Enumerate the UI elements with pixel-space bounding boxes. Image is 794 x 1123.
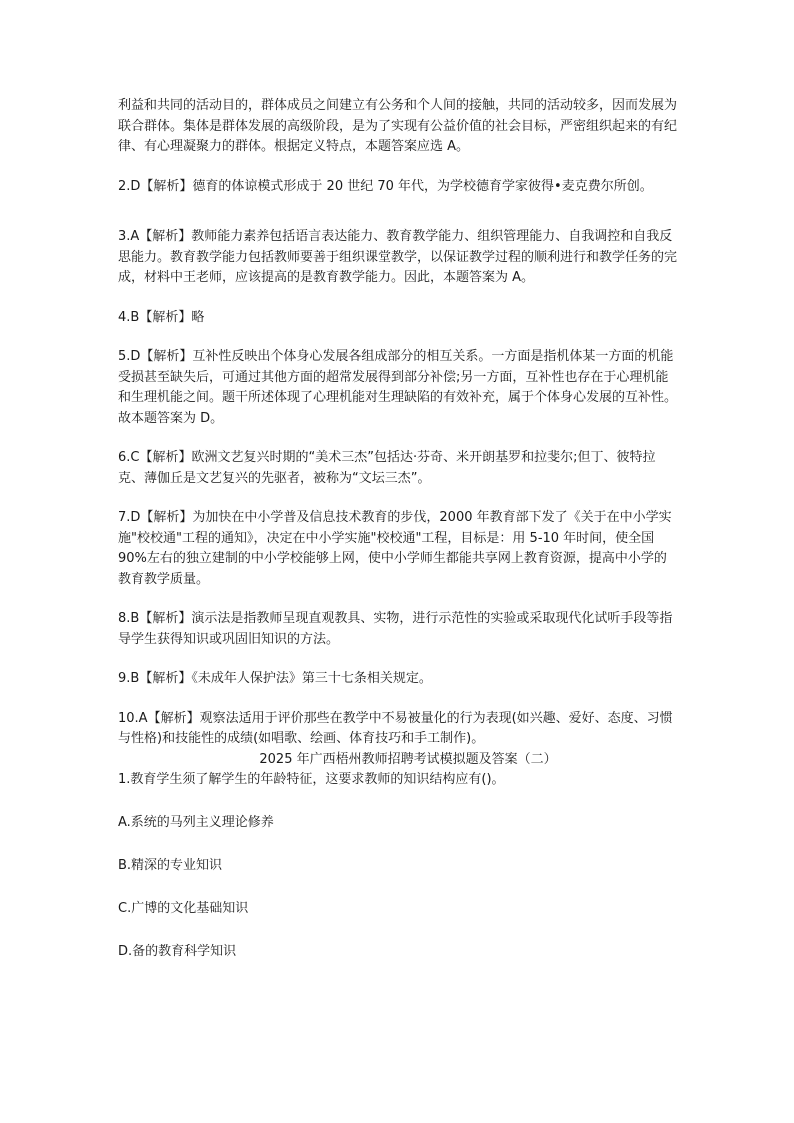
answer-7: 7.D【解析】为加快在中小学普及信息技术教育的步伐，2000 年教育部下发了《关于在中小学实施"校校通"工程的通知》，决定在中小学实施"校校通"工程，目标是：用 5-10 年时间，使全国 90%左右的独立建制的中小学校能够上网，使中小学师生都能共享网上教育资源，提高中小学的教育教学质量。 xyxy=(118,510,672,587)
answer-5: 5.D【解析】互补性反映出个体身心发展各组成部分的相互关系。一方面是指机体某一方面的机能受损甚至缺失后，可通过其他方面的超常发展得到部分补偿;另一方面，互补性也存在于心理机能和生理机能之间。题干所述体现了心理机能对生理缺陷的有效补充，属于个体身心发展的互补性。故本题答案为 D。 xyxy=(118,349,678,426)
answer-3: 3.A【解析】教师能力素养包括语言表达能力、教育教学能力、组织管理能力、自我调控和自我反思能力。教育教学能力包括教师要善于组织课堂教学，以保证教学过程的顺利进行和教学任务的完成，材料中王老师，应该提高的是教育教学能力。因此，本题答案为 A。 xyxy=(118,229,678,285)
answer-8: 8.B【解析】演示法是指教师呈现直观教具、实物，进行示范性的实验或采取现代化试听手段等指导学生获得知识或巩固旧知识的方法。 xyxy=(118,611,673,647)
option-a: A.系统的马列主义理论修养 xyxy=(118,814,274,830)
section-title: 2025 年广西梧州教师招聘考试模拟题及答案（二） xyxy=(259,751,557,767)
option-d: D.备的教育科学知识 xyxy=(118,943,237,959)
option-b: B.精深的专业知识 xyxy=(118,857,223,873)
answer-4: 4.B【解析】略 xyxy=(118,309,205,325)
document-page xyxy=(118,96,678,962)
answer-10: 10.A【解析】观察法适用于评价那些在教学中不易被量化的行为表现(如兴趣、爱好、态度、习惯与性格)和技能性的成绩(如唱歌、绘画、体育技巧和手工制作)。 xyxy=(118,710,673,746)
answer-9: 9.B【解析】《未成年人保护法》第三十七条相关规定。 xyxy=(118,671,432,686)
answer-1-continuation: 利益和共同的活动目的，群体成员之间建立有公务和个人间的接触，共同的活动较多，因而发展为联合群体。集体是群体发展的高级阶段，是为了实现有公益价值的社会目标，严密组织起来的有纪律、有心理凝聚力的群体。根据定义特点，本题答案应选 A。 xyxy=(118,98,678,154)
option-c: C.广博的文化基础知识 xyxy=(118,900,249,916)
question-stem: 1.教育学生须了解学生的年龄特征，这要求教师的知识结构应有()。 xyxy=(118,771,505,787)
answer-2: 2.D【解析】德育的体谅模式形成于 20 世纪 70 年代，为学校德育学家彼得•麦克费尔所创。 xyxy=(118,178,653,194)
answer-6: 6.C【解析】欧洲文艺复兴时期的“美术三杰”包括达·芬奇、米开朗基罗和拉斐尔;但丁、彼特拉克、薄伽丘是文艺复兴的先驱者，被称为“文坛三杰”。 xyxy=(118,450,656,486)
